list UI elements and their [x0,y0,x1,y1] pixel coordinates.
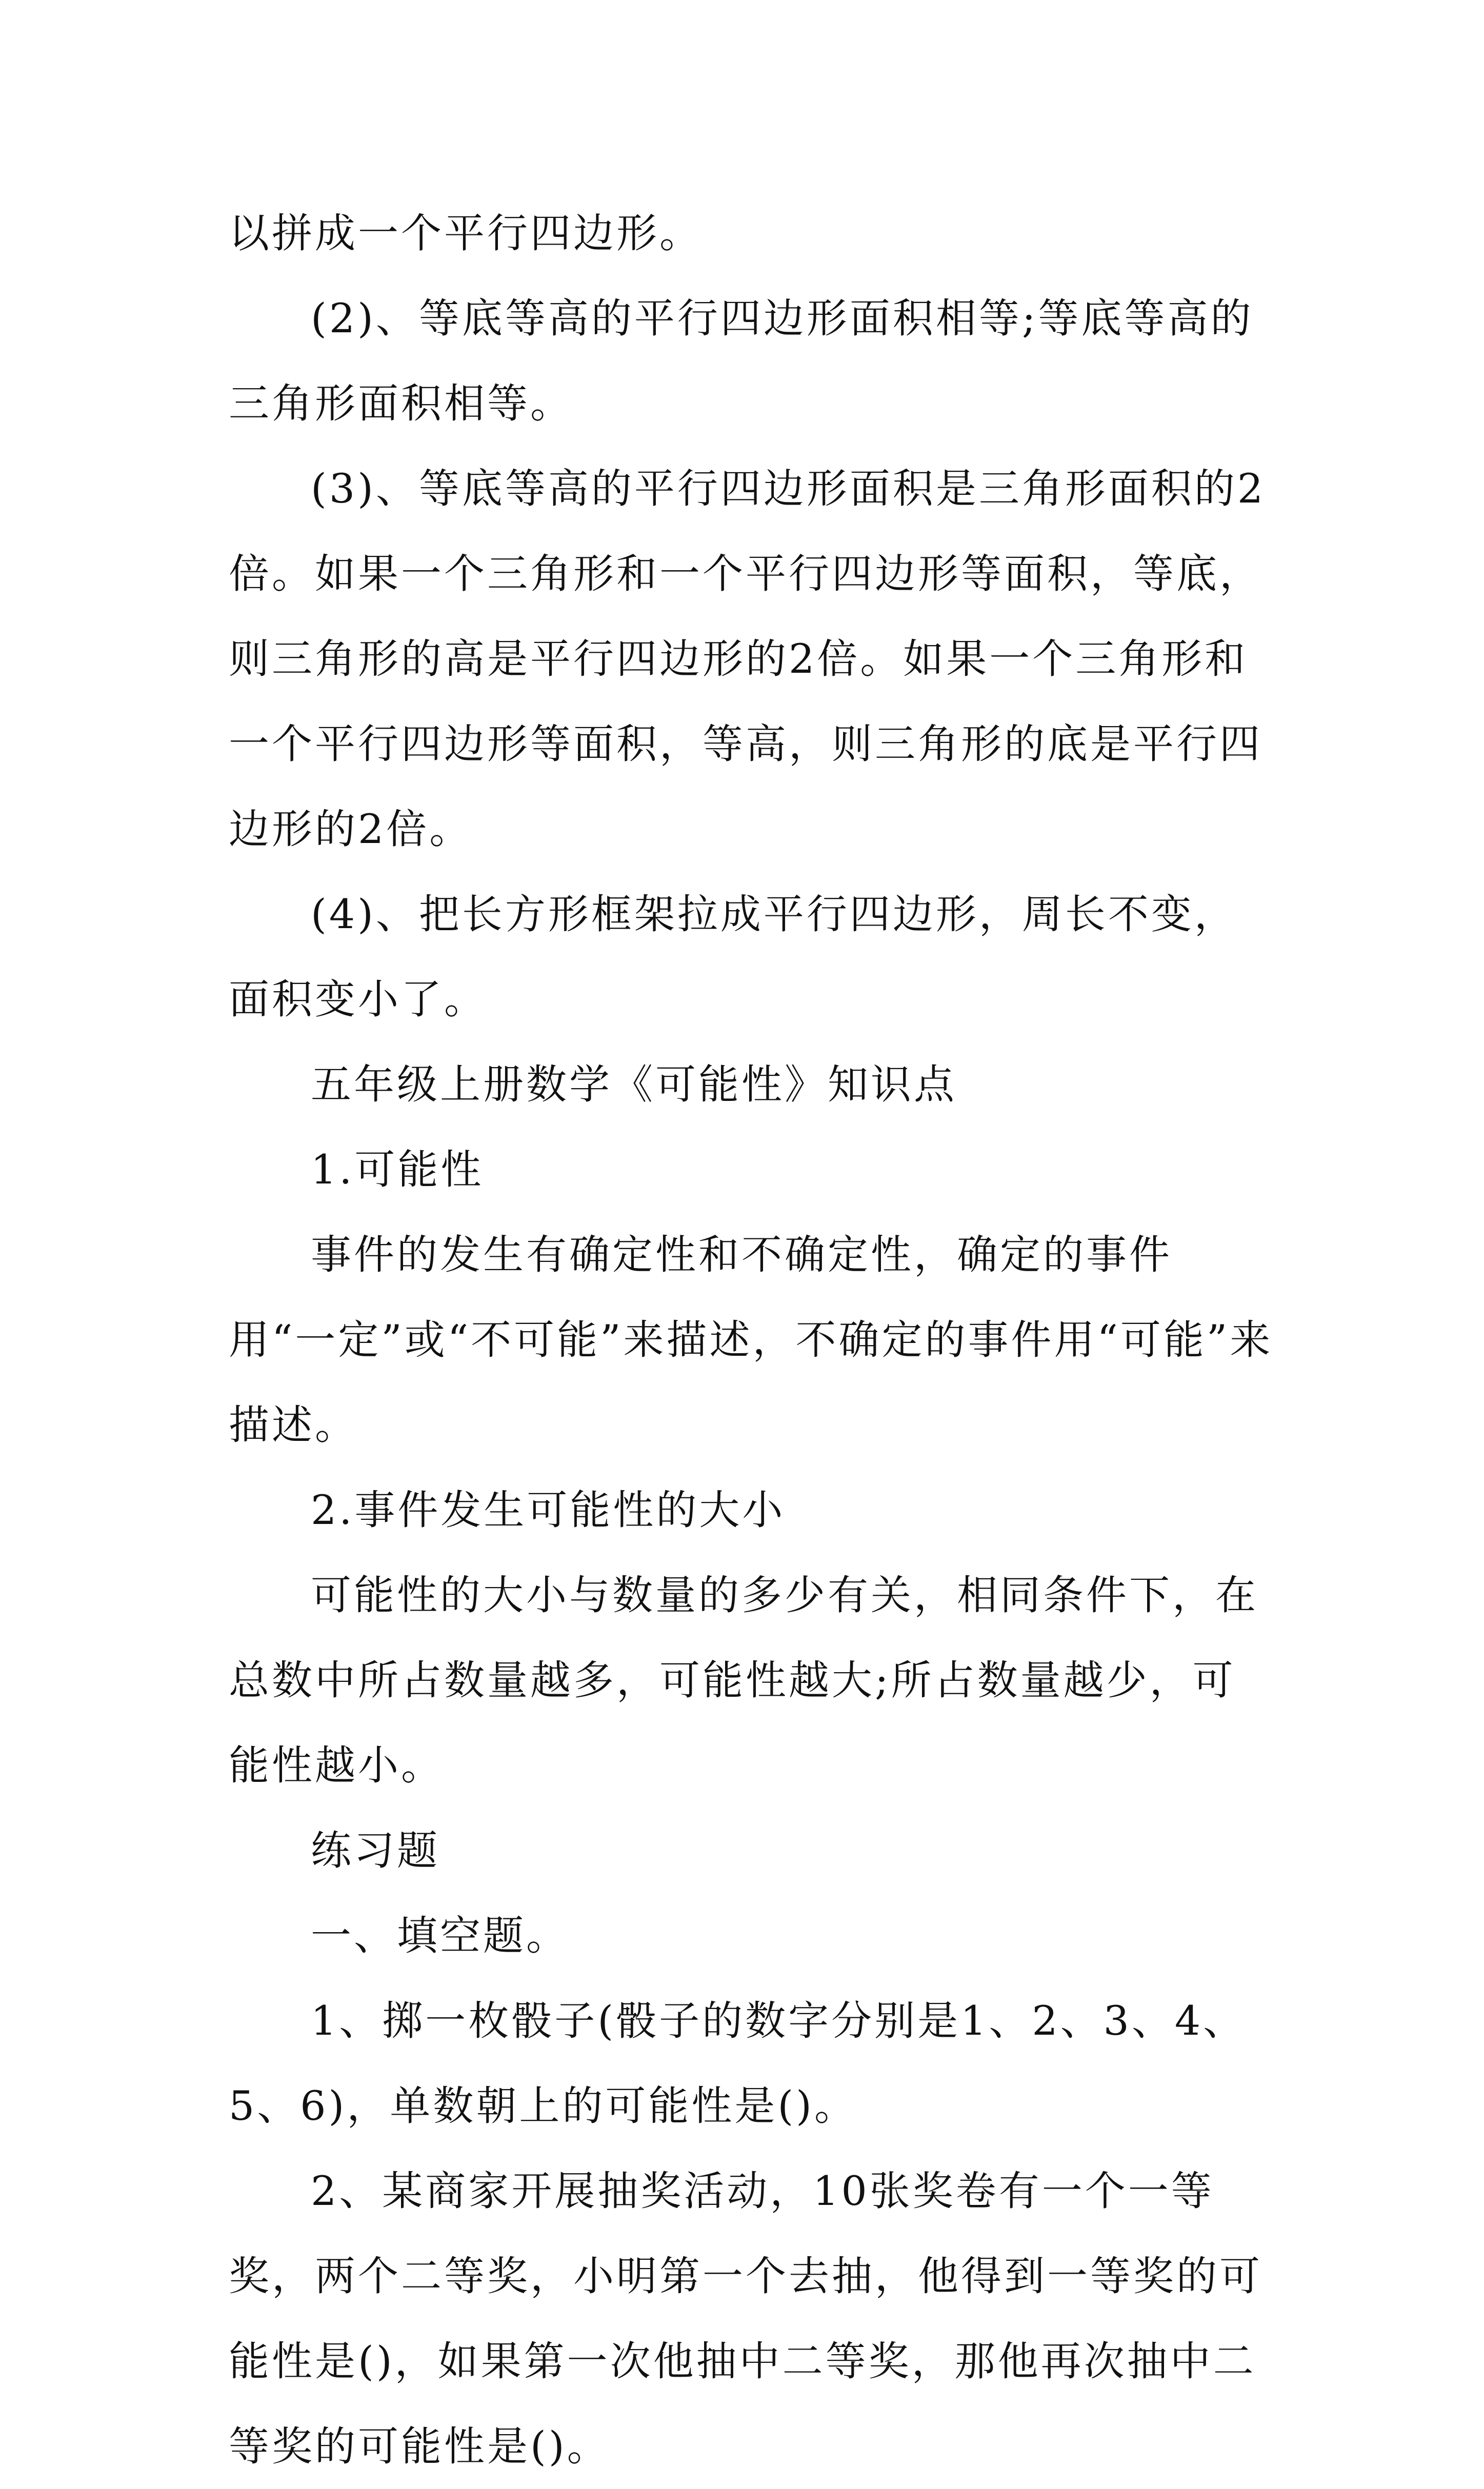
section-title: 五年级上册数学《可能性》知识点 [311,1061,957,1108]
subsection-body-1: 事件的发生有确定性和不确定性，确定的事件用“一定”或“不可能”来描述，不确定的事件用“可能”来描述。 [229,1231,1273,1449]
paragraph-item-2: (2)、等底等高的平行四边形面积相等;等底等高的三角形面积相等。 [229,295,1254,427]
question-1: 1、掷一枚骰子(骰子的数字分别是1、2、3、4、5、6)，单数朝上的可能性是()。 [229,1997,1247,2130]
subsection-body-2: 可能性的大小与数量的多少有关，相同条件下，在总数中所占数量越多，可能性越大;所占数量越少，可能性越小。 [229,1572,1258,1789]
exercise-heading: 练习题 [311,1827,440,1874]
subsection-heading-2: 2.事件发生可能性的大小 [311,1487,786,1534]
subsection-heading-1: 1.可能性 [311,1146,484,1193]
paragraph-item-3: (3)、等底等高的平行四边形面积是三角形面积的2倍。如果一个三角形和一个平行四边形等面积，等底，则三角形的高是平行四边形的2倍。如果一个三角形和一个平行四边形等面积，等高，则三角形的底是平行四边形的2倍。 [229,465,1266,853]
question-2: 2、某商家开展抽奖活动，10张奖卷有一个一等奖，两个二等奖，小明第一个去抽，他得到一等奖的可能性是()，如果第一次他抽中二等奖，那他再次抽中二等奖的可能性是()。 [229,2167,1262,2470]
continuation-paragraph: 以拼成一个平行四边形。 [229,210,703,257]
fill-blank-heading: 一、填空题。 [311,1912,569,1959]
document-page [229,191,1275,2489]
paragraph-item-4: (4)、把长方形框架拉成平行四边形，周长不变，面积变小了。 [229,891,1237,1023]
